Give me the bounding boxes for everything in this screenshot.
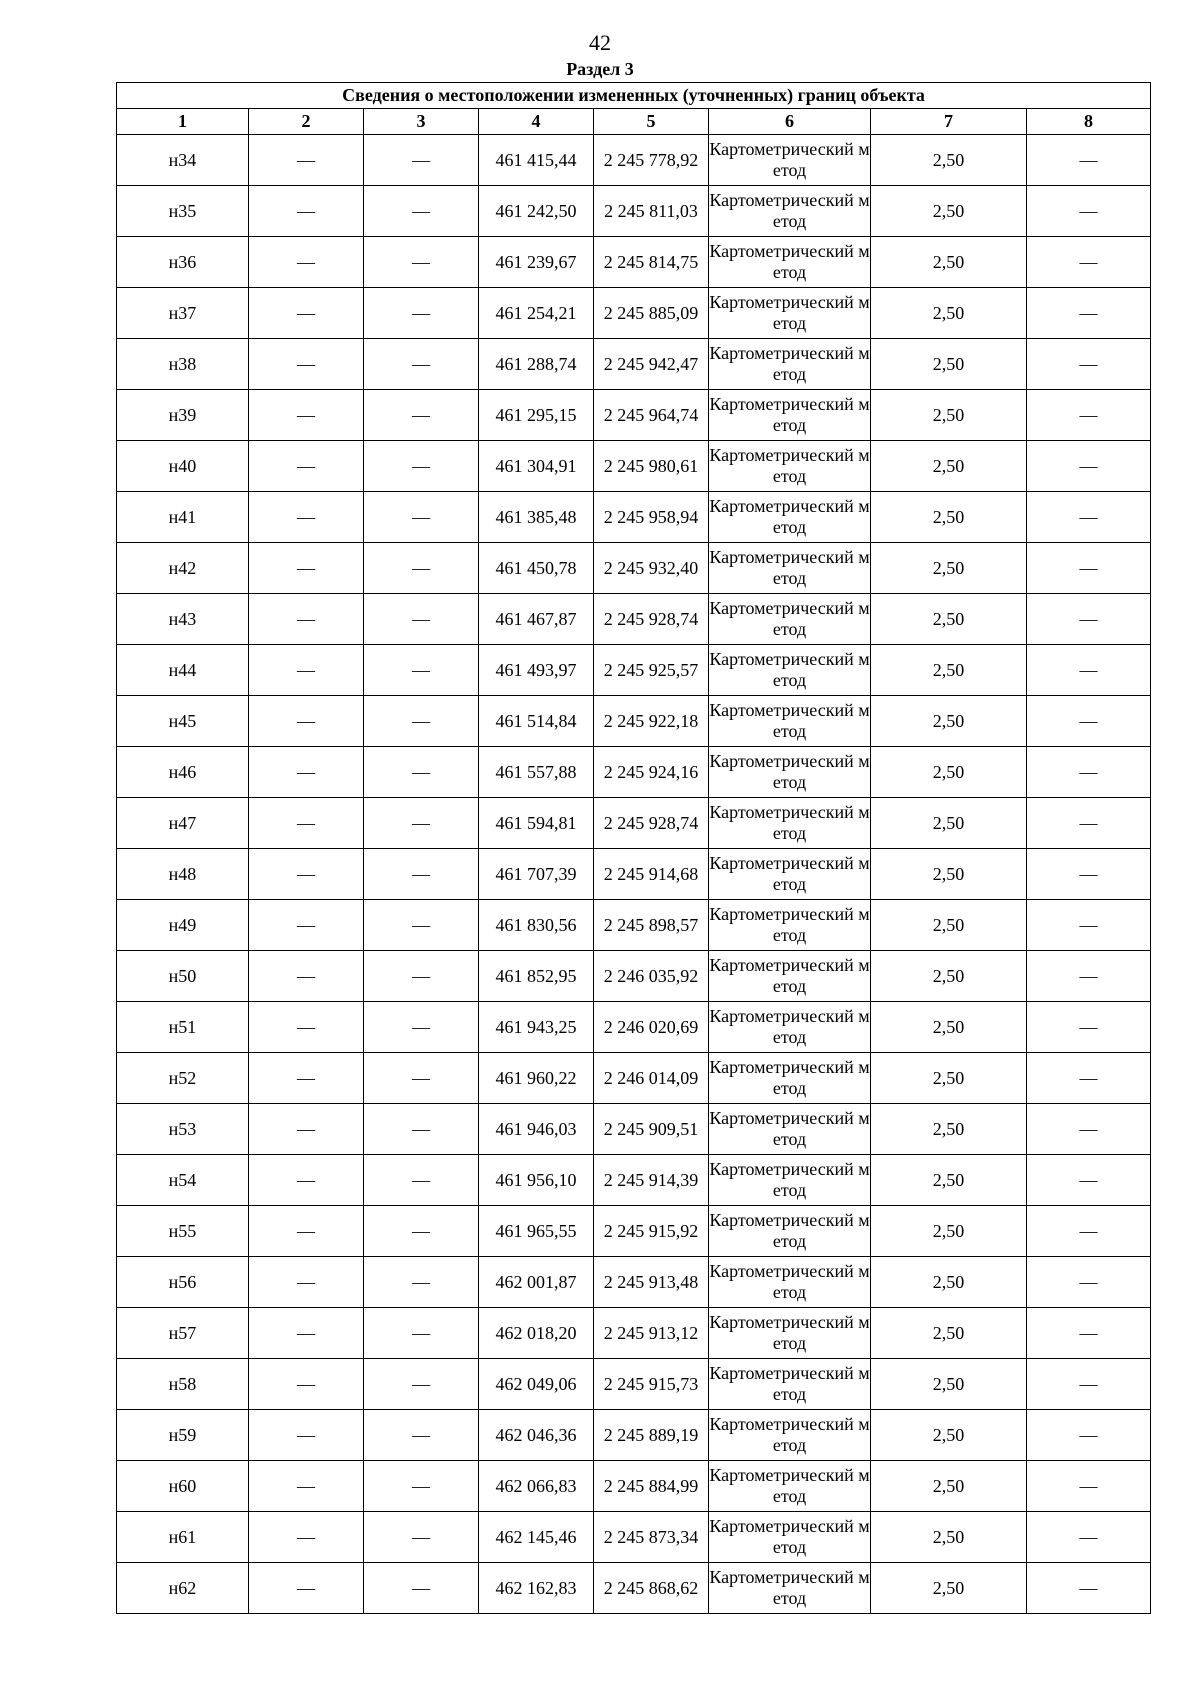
accuracy-cell: 2,50 <box>871 1206 1027 1257</box>
empty-dash-cell: — <box>364 186 479 237</box>
empty-dash-cell: — <box>1027 288 1151 339</box>
empty-dash-cell: — <box>249 1155 364 1206</box>
x-coordinate-cell: 462 049,06 <box>479 1359 594 1410</box>
y-coordinate-cell: 2 245 915,92 <box>594 1206 709 1257</box>
method-cell: Картометрический метод <box>709 798 871 849</box>
point-id-cell: н37 <box>117 288 249 339</box>
table-row <box>117 1002 1151 1053</box>
y-coordinate-cell: 2 245 932,40 <box>594 543 709 594</box>
table-row <box>117 1563 1151 1614</box>
accuracy-cell: 2,50 <box>871 492 1027 543</box>
accuracy-cell: 2,50 <box>871 186 1027 237</box>
accuracy-cell: 2,50 <box>871 696 1027 747</box>
x-coordinate-cell: 461 295,15 <box>479 390 594 441</box>
x-coordinate-cell: 461 450,78 <box>479 543 594 594</box>
table-row <box>117 237 1151 288</box>
empty-dash-cell: — <box>249 1563 364 1614</box>
x-coordinate-cell: 462 018,20 <box>479 1308 594 1359</box>
empty-dash-cell: — <box>364 1104 479 1155</box>
y-coordinate-cell: 2 245 942,47 <box>594 339 709 390</box>
empty-dash-cell: — <box>364 1308 479 1359</box>
x-coordinate-cell: 461 557,88 <box>479 747 594 798</box>
empty-dash-cell: — <box>1027 798 1151 849</box>
y-coordinate-cell: 2 245 925,57 <box>594 645 709 696</box>
column-header: 2 <box>249 109 364 135</box>
empty-dash-cell: — <box>249 543 364 594</box>
empty-dash-cell: — <box>249 492 364 543</box>
y-coordinate-cell: 2 245 884,99 <box>594 1461 709 1512</box>
table-row <box>117 900 1151 951</box>
accuracy-cell: 2,50 <box>871 594 1027 645</box>
empty-dash-cell: — <box>1027 1002 1151 1053</box>
point-id-cell: н52 <box>117 1053 249 1104</box>
table-row <box>117 339 1151 390</box>
table-row <box>117 1155 1151 1206</box>
method-cell: Картометрический метод <box>709 492 871 543</box>
point-id-cell: н49 <box>117 900 249 951</box>
empty-dash-cell: — <box>249 1206 364 1257</box>
table-row <box>117 1308 1151 1359</box>
empty-dash-cell: — <box>249 849 364 900</box>
y-coordinate-cell: 2 245 914,39 <box>594 1155 709 1206</box>
accuracy-cell: 2,50 <box>871 951 1027 1002</box>
table-row <box>117 492 1151 543</box>
empty-dash-cell: — <box>1027 594 1151 645</box>
empty-dash-cell: — <box>1027 1206 1151 1257</box>
empty-dash-cell: — <box>249 1410 364 1461</box>
empty-dash-cell: — <box>249 951 364 1002</box>
x-coordinate-cell: 461 239,67 <box>479 237 594 288</box>
empty-dash-cell: — <box>364 492 479 543</box>
empty-dash-cell: — <box>1027 1512 1151 1563</box>
table-row <box>117 747 1151 798</box>
point-id-cell: н55 <box>117 1206 249 1257</box>
y-coordinate-cell: 2 245 924,16 <box>594 747 709 798</box>
accuracy-cell: 2,50 <box>871 900 1027 951</box>
empty-dash-cell: — <box>249 696 364 747</box>
empty-dash-cell: — <box>249 1053 364 1104</box>
method-cell: Картометрический метод <box>709 849 871 900</box>
point-id-cell: н40 <box>117 441 249 492</box>
empty-dash-cell: — <box>364 1359 479 1410</box>
x-coordinate-cell: 461 956,10 <box>479 1155 594 1206</box>
empty-dash-cell: — <box>249 1002 364 1053</box>
point-id-cell: н57 <box>117 1308 249 1359</box>
table-row <box>117 441 1151 492</box>
empty-dash-cell: — <box>1027 1410 1151 1461</box>
column-header: 8 <box>1027 109 1151 135</box>
method-cell: Картометрический метод <box>709 1104 871 1155</box>
point-id-cell: н42 <box>117 543 249 594</box>
accuracy-cell: 2,50 <box>871 1053 1027 1104</box>
table-row <box>117 696 1151 747</box>
point-id-cell: н48 <box>117 849 249 900</box>
empty-dash-cell: — <box>364 645 479 696</box>
y-coordinate-cell: 2 245 958,94 <box>594 492 709 543</box>
method-cell: Картометрический метод <box>709 1257 871 1308</box>
accuracy-cell: 2,50 <box>871 339 1027 390</box>
accuracy-cell: 2,50 <box>871 1002 1027 1053</box>
method-cell: Картометрический метод <box>709 441 871 492</box>
column-header-row <box>117 109 1151 135</box>
point-id-cell: н46 <box>117 747 249 798</box>
method-cell: Картометрический метод <box>709 1359 871 1410</box>
empty-dash-cell: — <box>1027 747 1151 798</box>
empty-dash-cell: — <box>249 1308 364 1359</box>
empty-dash-cell: — <box>364 1155 479 1206</box>
x-coordinate-cell: 461 415,44 <box>479 135 594 186</box>
empty-dash-cell: — <box>364 1002 479 1053</box>
method-cell: Картометрический метод <box>709 339 871 390</box>
accuracy-cell: 2,50 <box>871 441 1027 492</box>
point-id-cell: н50 <box>117 951 249 1002</box>
empty-dash-cell: — <box>249 594 364 645</box>
x-coordinate-cell: 462 046,36 <box>479 1410 594 1461</box>
accuracy-cell: 2,50 <box>871 1257 1027 1308</box>
accuracy-cell: 2,50 <box>871 237 1027 288</box>
accuracy-cell: 2,50 <box>871 1410 1027 1461</box>
point-id-cell: н35 <box>117 186 249 237</box>
empty-dash-cell: — <box>364 1410 479 1461</box>
table-row <box>117 1257 1151 1308</box>
empty-dash-cell: — <box>364 441 479 492</box>
table-row <box>117 1104 1151 1155</box>
method-cell: Картометрический метод <box>709 1155 871 1206</box>
x-coordinate-cell: 461 254,21 <box>479 288 594 339</box>
x-coordinate-cell: 461 594,81 <box>479 798 594 849</box>
point-id-cell: н60 <box>117 1461 249 1512</box>
empty-dash-cell: — <box>249 186 364 237</box>
empty-dash-cell: — <box>364 900 479 951</box>
empty-dash-cell: — <box>249 339 364 390</box>
table-row <box>117 135 1151 186</box>
empty-dash-cell: — <box>364 951 479 1002</box>
empty-dash-cell: — <box>364 339 479 390</box>
table-row <box>117 951 1151 1002</box>
page-number: 42 <box>589 30 611 55</box>
method-cell: Картометрический метод <box>709 747 871 798</box>
y-coordinate-cell: 2 245 980,61 <box>594 441 709 492</box>
point-id-cell: н59 <box>117 1410 249 1461</box>
method-cell: Картометрический метод <box>709 900 871 951</box>
point-id-cell: н58 <box>117 1359 249 1410</box>
empty-dash-cell: — <box>249 645 364 696</box>
y-coordinate-cell: 2 245 928,74 <box>594 594 709 645</box>
x-coordinate-cell: 462 162,83 <box>479 1563 594 1614</box>
empty-dash-cell: — <box>249 441 364 492</box>
method-cell: Картометрический метод <box>709 1053 871 1104</box>
accuracy-cell: 2,50 <box>871 849 1027 900</box>
accuracy-cell: 2,50 <box>871 645 1027 696</box>
y-coordinate-cell: 2 245 814,75 <box>594 237 709 288</box>
accuracy-cell: 2,50 <box>871 543 1027 594</box>
empty-dash-cell: — <box>249 1359 364 1410</box>
point-id-cell: н51 <box>117 1002 249 1053</box>
section-title: Раздел 3 <box>566 59 634 79</box>
point-id-cell: н39 <box>117 390 249 441</box>
empty-dash-cell: — <box>1027 543 1151 594</box>
x-coordinate-cell: 462 066,83 <box>479 1461 594 1512</box>
point-id-cell: н38 <box>117 339 249 390</box>
y-coordinate-cell: 2 245 898,57 <box>594 900 709 951</box>
accuracy-cell: 2,50 <box>871 390 1027 441</box>
empty-dash-cell: — <box>1027 186 1151 237</box>
method-cell: Картометрический метод <box>709 543 871 594</box>
empty-dash-cell: — <box>249 798 364 849</box>
table-row <box>117 798 1151 849</box>
empty-dash-cell: — <box>1027 441 1151 492</box>
empty-dash-cell: — <box>364 390 479 441</box>
method-cell: Картометрический метод <box>709 1461 871 1512</box>
y-coordinate-cell: 2 245 811,03 <box>594 186 709 237</box>
x-coordinate-cell: 461 707,39 <box>479 849 594 900</box>
empty-dash-cell: — <box>364 135 479 186</box>
table-row <box>117 543 1151 594</box>
y-coordinate-cell: 2 245 873,34 <box>594 1512 709 1563</box>
table-row <box>117 186 1151 237</box>
x-coordinate-cell: 461 943,25 <box>479 1002 594 1053</box>
y-coordinate-cell: 2 245 928,74 <box>594 798 709 849</box>
method-cell: Картометрический метод <box>709 288 871 339</box>
method-cell: Картометрический метод <box>709 390 871 441</box>
y-coordinate-cell: 2 246 035,92 <box>594 951 709 1002</box>
method-cell: Картометрический метод <box>709 1002 871 1053</box>
point-id-cell: н41 <box>117 492 249 543</box>
column-header: 3 <box>364 109 479 135</box>
coordinates-table <box>116 82 1151 1614</box>
empty-dash-cell: — <box>1027 900 1151 951</box>
empty-dash-cell: — <box>249 1461 364 1512</box>
empty-dash-cell: — <box>364 798 479 849</box>
empty-dash-cell: — <box>249 1257 364 1308</box>
table-row <box>117 594 1151 645</box>
empty-dash-cell: — <box>364 237 479 288</box>
empty-dash-cell: — <box>364 849 479 900</box>
empty-dash-cell: — <box>364 1206 479 1257</box>
table-row <box>117 1206 1151 1257</box>
empty-dash-cell: — <box>1027 849 1151 900</box>
method-cell: Картометрический метод <box>709 237 871 288</box>
empty-dash-cell: — <box>364 1053 479 1104</box>
accuracy-cell: 2,50 <box>871 798 1027 849</box>
empty-dash-cell: — <box>1027 1461 1151 1512</box>
empty-dash-cell: — <box>1027 1359 1151 1410</box>
method-cell: Картометрический метод <box>709 645 871 696</box>
column-header: 1 <box>117 109 249 135</box>
point-id-cell: н61 <box>117 1512 249 1563</box>
table-body <box>117 135 1151 1614</box>
empty-dash-cell: — <box>364 543 479 594</box>
y-coordinate-cell: 2 245 889,19 <box>594 1410 709 1461</box>
method-cell: Картометрический метод <box>709 696 871 747</box>
x-coordinate-cell: 462 145,46 <box>479 1512 594 1563</box>
x-coordinate-cell: 461 514,84 <box>479 696 594 747</box>
point-id-cell: н47 <box>117 798 249 849</box>
point-id-cell: н45 <box>117 696 249 747</box>
empty-dash-cell: — <box>364 594 479 645</box>
method-cell: Картометрический метод <box>709 1206 871 1257</box>
empty-dash-cell: — <box>364 696 479 747</box>
point-id-cell: н34 <box>117 135 249 186</box>
table-row <box>117 1359 1151 1410</box>
x-coordinate-cell: 461 385,48 <box>479 492 594 543</box>
point-id-cell: н53 <box>117 1104 249 1155</box>
x-coordinate-cell: 461 830,56 <box>479 900 594 951</box>
accuracy-cell: 2,50 <box>871 1461 1027 1512</box>
accuracy-cell: 2,50 <box>871 747 1027 798</box>
y-coordinate-cell: 2 245 914,68 <box>594 849 709 900</box>
empty-dash-cell: — <box>1027 390 1151 441</box>
method-cell: Картометрический метод <box>709 951 871 1002</box>
method-cell: Картометрический метод <box>709 135 871 186</box>
point-id-cell: н36 <box>117 237 249 288</box>
method-cell: Картометрический метод <box>709 1410 871 1461</box>
y-coordinate-cell: 2 246 014,09 <box>594 1053 709 1104</box>
y-coordinate-cell: 2 245 915,73 <box>594 1359 709 1410</box>
table-row <box>117 1512 1151 1563</box>
method-cell: Картометрический метод <box>709 1512 871 1563</box>
x-coordinate-cell: 461 242,50 <box>479 186 594 237</box>
empty-dash-cell: — <box>249 237 364 288</box>
y-coordinate-cell: 2 245 964,74 <box>594 390 709 441</box>
point-id-cell: н54 <box>117 1155 249 1206</box>
y-coordinate-cell: 2 246 020,69 <box>594 1002 709 1053</box>
empty-dash-cell: — <box>249 135 364 186</box>
point-id-cell: н43 <box>117 594 249 645</box>
empty-dash-cell: — <box>1027 1563 1151 1614</box>
empty-dash-cell: — <box>249 747 364 798</box>
point-id-cell: н62 <box>117 1563 249 1614</box>
x-coordinate-cell: 461 467,87 <box>479 594 594 645</box>
x-coordinate-cell: 461 960,22 <box>479 1053 594 1104</box>
empty-dash-cell: — <box>249 288 364 339</box>
empty-dash-cell: — <box>1027 1104 1151 1155</box>
empty-dash-cell: — <box>1027 492 1151 543</box>
empty-dash-cell: — <box>1027 237 1151 288</box>
table-caption-row <box>117 83 1151 109</box>
table-row <box>117 849 1151 900</box>
empty-dash-cell: — <box>1027 1308 1151 1359</box>
y-coordinate-cell: 2 245 778,92 <box>594 135 709 186</box>
column-header: 7 <box>871 109 1027 135</box>
x-coordinate-cell: 461 288,74 <box>479 339 594 390</box>
empty-dash-cell: — <box>1027 1155 1151 1206</box>
table-row <box>117 1053 1151 1104</box>
accuracy-cell: 2,50 <box>871 1104 1027 1155</box>
empty-dash-cell: — <box>364 1512 479 1563</box>
y-coordinate-cell: 2 245 885,09 <box>594 288 709 339</box>
method-cell: Картометрический метод <box>709 1308 871 1359</box>
column-header: 6 <box>709 109 871 135</box>
method-cell: Картометрический метод <box>709 594 871 645</box>
column-header: 4 <box>479 109 594 135</box>
accuracy-cell: 2,50 <box>871 1155 1027 1206</box>
x-coordinate-cell: 461 493,97 <box>479 645 594 696</box>
table-row <box>117 390 1151 441</box>
method-cell: Картометрический метод <box>709 186 871 237</box>
empty-dash-cell: — <box>1027 1053 1151 1104</box>
accuracy-cell: 2,50 <box>871 1359 1027 1410</box>
accuracy-cell: 2,50 <box>871 135 1027 186</box>
point-id-cell: н44 <box>117 645 249 696</box>
empty-dash-cell: — <box>364 1563 479 1614</box>
empty-dash-cell: — <box>1027 696 1151 747</box>
table-row <box>117 1410 1151 1461</box>
empty-dash-cell: — <box>1027 645 1151 696</box>
empty-dash-cell: — <box>1027 1257 1151 1308</box>
y-coordinate-cell: 2 245 868,62 <box>594 1563 709 1614</box>
empty-dash-cell: — <box>249 390 364 441</box>
accuracy-cell: 2,50 <box>871 1308 1027 1359</box>
table-caption: Сведения о местоположении измененных (уточненных) границ объекта <box>117 83 1151 109</box>
x-coordinate-cell: 461 304,91 <box>479 441 594 492</box>
x-coordinate-cell: 461 852,95 <box>479 951 594 1002</box>
y-coordinate-cell: 2 245 909,51 <box>594 1104 709 1155</box>
y-coordinate-cell: 2 245 913,12 <box>594 1308 709 1359</box>
accuracy-cell: 2,50 <box>871 1563 1027 1614</box>
x-coordinate-cell: 461 965,55 <box>479 1206 594 1257</box>
empty-dash-cell: — <box>364 288 479 339</box>
empty-dash-cell: — <box>249 1104 364 1155</box>
empty-dash-cell: — <box>364 1461 479 1512</box>
empty-dash-cell: — <box>1027 135 1151 186</box>
table-row <box>117 645 1151 696</box>
column-header: 5 <box>594 109 709 135</box>
empty-dash-cell: — <box>249 1512 364 1563</box>
table-row <box>117 1461 1151 1512</box>
empty-dash-cell: — <box>1027 339 1151 390</box>
empty-dash-cell: — <box>249 900 364 951</box>
empty-dash-cell: — <box>364 1257 479 1308</box>
x-coordinate-cell: 461 946,03 <box>479 1104 594 1155</box>
empty-dash-cell: — <box>1027 951 1151 1002</box>
y-coordinate-cell: 2 245 922,18 <box>594 696 709 747</box>
accuracy-cell: 2,50 <box>871 288 1027 339</box>
point-id-cell: н56 <box>117 1257 249 1308</box>
accuracy-cell: 2,50 <box>871 1512 1027 1563</box>
method-cell: Картометрический метод <box>709 1563 871 1614</box>
y-coordinate-cell: 2 245 913,48 <box>594 1257 709 1308</box>
x-coordinate-cell: 462 001,87 <box>479 1257 594 1308</box>
table-row <box>117 288 1151 339</box>
empty-dash-cell: — <box>364 747 479 798</box>
